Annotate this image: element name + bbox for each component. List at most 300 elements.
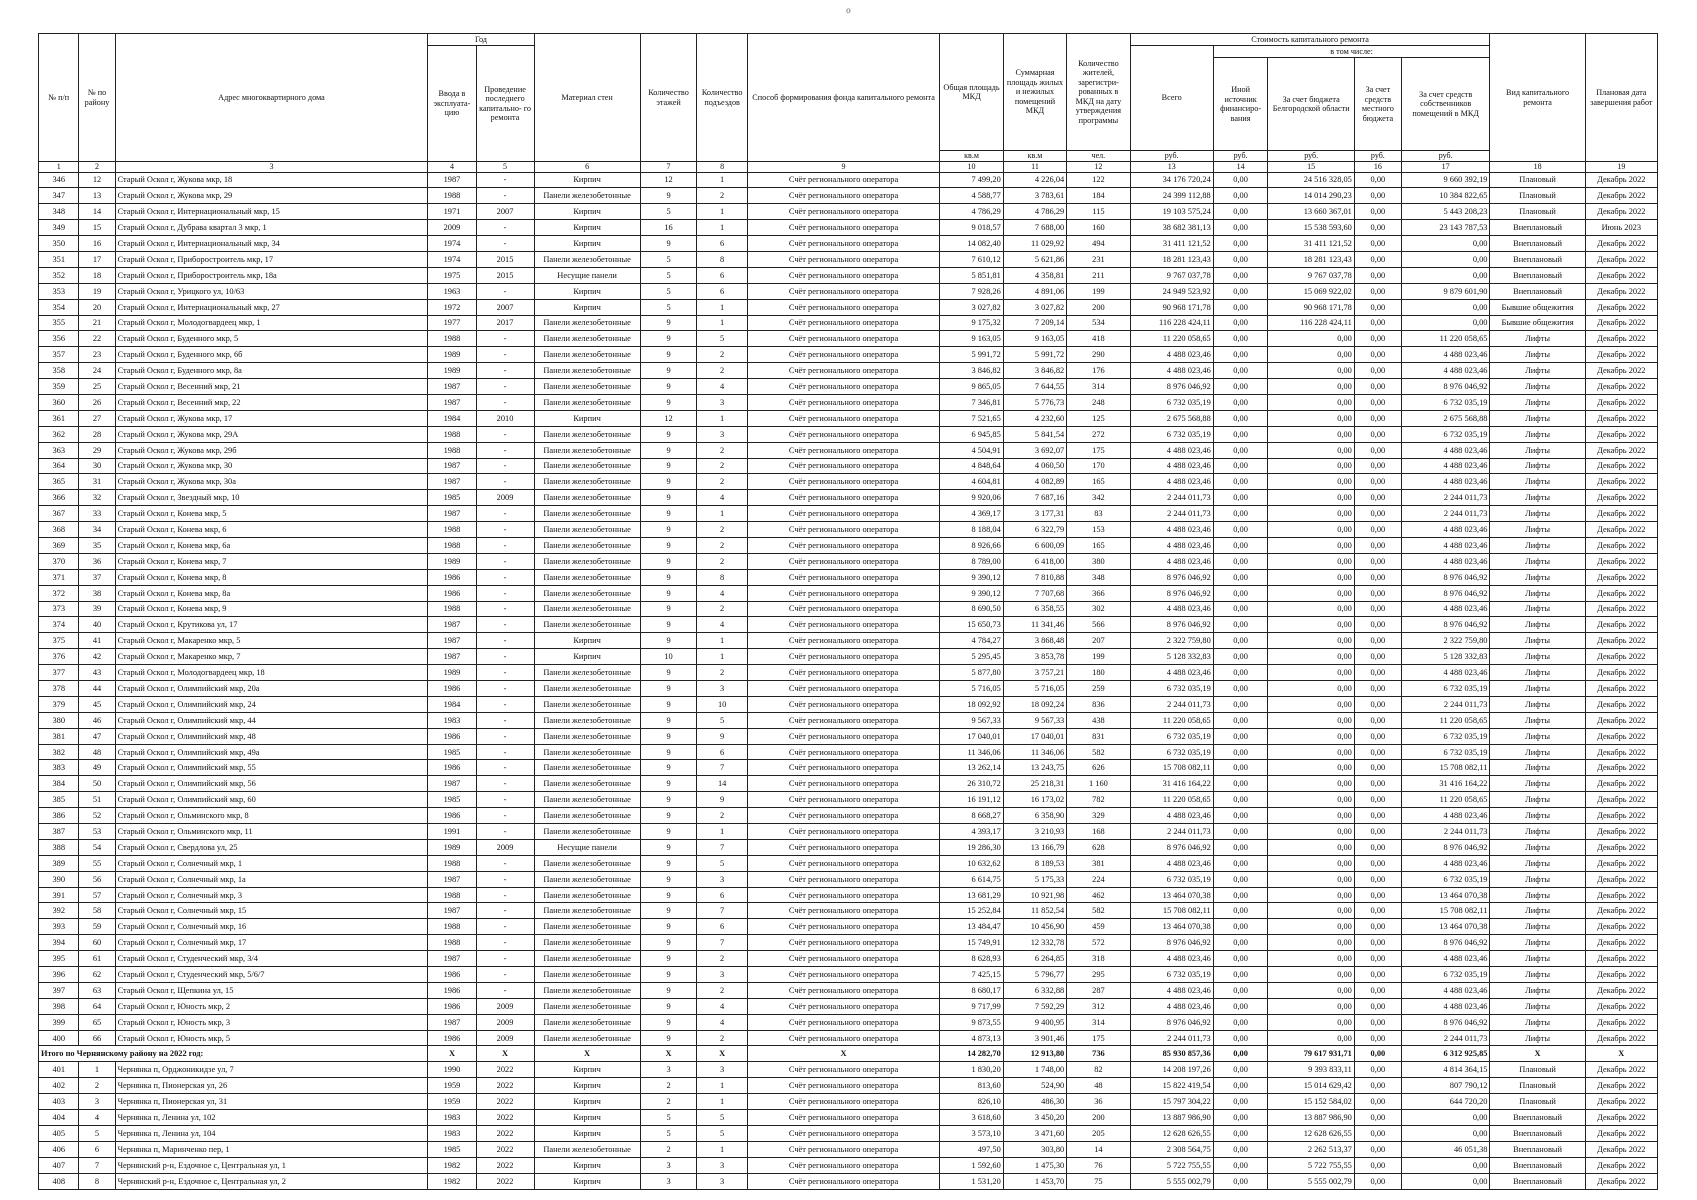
row-entrances: 5 (697, 855, 747, 871)
row-num-district: 53 (79, 824, 115, 840)
row-deadline: Декабрь 2022 (1585, 887, 1657, 903)
row-residents: 180 (1067, 665, 1130, 681)
row-area-total: 8 926,66 (940, 537, 1003, 553)
row-year-built: 1986 (428, 967, 476, 983)
row-cost-owners: 13 464 070,38 (1401, 919, 1490, 935)
row-cost-total: 6 732 035,19 (1130, 681, 1213, 697)
row-repair-type: Лифты (1490, 935, 1585, 951)
row-cost-region: 15 538 593,60 (1268, 220, 1354, 236)
row-area-living: 25 218,31 (1003, 776, 1066, 792)
row-entrances: 5 (697, 331, 747, 347)
row-num: 385 (39, 792, 79, 808)
row-cost-other: 0,00 (1213, 251, 1268, 267)
row-cost-other: 0,00 (1213, 871, 1268, 887)
row-residents: 231 (1067, 251, 1130, 267)
row-entrances: 1 (697, 633, 747, 649)
row-num-district: 46 (79, 712, 115, 728)
row-area-total: 9 390,12 (940, 585, 1003, 601)
row-cost-local: 0,00 (1354, 537, 1401, 553)
row-floors: 3 (640, 1157, 697, 1173)
row-num-district: 35 (79, 537, 115, 553)
row-year-built: 1986 (428, 982, 476, 998)
row-num: 366 (39, 490, 79, 506)
row-year-built: 1988 (428, 935, 476, 951)
row-repair-type: Лифты (1490, 982, 1585, 998)
row-repair-type: Лифты (1490, 998, 1585, 1014)
row-cost-region: 0,00 (1268, 903, 1354, 919)
row-address: Старый Оскол г, Конева мкр, 6а (115, 537, 428, 553)
row-cost-total: 4 488 023,46 (1130, 522, 1213, 538)
table-row (39, 617, 1658, 633)
column-number: 1 (39, 162, 79, 173)
row-address: Старый Оскол г, Свердлова ул, 25 (115, 839, 428, 855)
row-year-built: 1986 (428, 728, 476, 744)
row-year-repair: - (476, 379, 534, 395)
row-year-repair: - (476, 871, 534, 887)
row-year-repair: - (476, 982, 534, 998)
row-area-total: 7 346,81 (940, 394, 1003, 410)
row-repair-type: Лифты (1490, 506, 1585, 522)
row-address: Старый Оскол г, Буденного мкр, 6б (115, 347, 428, 363)
row-cost-owners: 4 488 023,46 (1401, 808, 1490, 824)
row-year-repair: - (476, 601, 534, 617)
row-num: 359 (39, 379, 79, 395)
row-cost-region: 0,00 (1268, 776, 1354, 792)
row-year-repair: - (476, 935, 534, 951)
row-entrances: 1 (697, 649, 747, 665)
row-cost-other: 0,00 (1213, 792, 1268, 808)
row-entrances: 1 (697, 1141, 747, 1157)
row-wall: Панели железобетонные (534, 315, 640, 331)
row-cost-total: 4 488 023,46 (1130, 982, 1213, 998)
row-repair-type: Лифты (1490, 458, 1585, 474)
row-cost-owners: 4 488 023,46 (1401, 553, 1490, 569)
row-wall: Панели железобетонные (534, 998, 640, 1014)
row-cost-other: 0,00 (1213, 458, 1268, 474)
row-cost-region: 15 152 584,02 (1268, 1094, 1354, 1110)
row-year-built: 1988 (428, 919, 476, 935)
header-cost-region: За счет бюджета Белгородской области (1268, 58, 1354, 151)
row-year-built: 1983 (428, 1125, 476, 1141)
row-num-district: 15 (79, 220, 115, 236)
row-repair-type: Лифты (1490, 442, 1585, 458)
row-address: Старый Оскол г, Щепкина ул, 15 (115, 982, 428, 998)
row-cost-owners: 13 464 070,38 (1401, 887, 1490, 903)
row-residents: 272 (1067, 426, 1130, 442)
row-num: 394 (39, 935, 79, 951)
row-cost-owners: 9 879 601,90 (1401, 283, 1490, 299)
row-area-total: 10 632,62 (940, 855, 1003, 871)
row-wall: Панели железобетонные (534, 951, 640, 967)
row-deadline: Декабрь 2022 (1585, 251, 1657, 267)
row-cost-owners: 8 976 046,92 (1401, 617, 1490, 633)
row-cost-total: 4 488 023,46 (1130, 855, 1213, 871)
row-fund: Счёт регионального оператора (747, 744, 940, 760)
row-entrances: 2 (697, 951, 747, 967)
row-deadline: Декабрь 2022 (1585, 426, 1657, 442)
row-cost-local: 0,00 (1354, 1157, 1401, 1173)
row-area-living: 6 264,85 (1003, 951, 1066, 967)
row-repair-type: Лифты (1490, 410, 1585, 426)
row-year-built: 1987 (428, 633, 476, 649)
table-row (39, 951, 1658, 967)
row-address: Старый Оскол г, Жукова мкр, 30 (115, 458, 428, 474)
table-row (39, 871, 1658, 887)
row-floors: 9 (640, 665, 697, 681)
row-num-district: 38 (79, 585, 115, 601)
row-cost-total: 8 976 046,92 (1130, 379, 1213, 395)
row-area-total: 7 499,20 (940, 172, 1003, 188)
total-cell: 14 282,70 (940, 1046, 1003, 1062)
unit-cell: руб. (1130, 151, 1213, 162)
row-cost-owners: 4 488 023,46 (1401, 442, 1490, 458)
row-cost-local: 0,00 (1354, 394, 1401, 410)
row-deadline: Декабрь 2022 (1585, 982, 1657, 998)
row-year-repair: - (476, 903, 534, 919)
row-year-built: 1987 (428, 474, 476, 490)
row-floors: 16 (640, 220, 697, 236)
row-year-repair: - (476, 744, 534, 760)
row-cost-region: 0,00 (1268, 569, 1354, 585)
row-area-living: 1 475,30 (1003, 1157, 1066, 1173)
row-cost-region: 0,00 (1268, 855, 1354, 871)
row-year-repair: - (476, 553, 534, 569)
column-number: 18 (1490, 162, 1585, 173)
row-area-total: 5 851,81 (940, 267, 1003, 283)
row-cost-total: 6 732 035,19 (1130, 744, 1213, 760)
row-address: Старый Оскол г, Конева мкр, 9 (115, 601, 428, 617)
table-row (39, 299, 1658, 315)
row-area-living: 6 358,90 (1003, 808, 1066, 824)
table-row (39, 649, 1658, 665)
row-cost-region: 0,00 (1268, 871, 1354, 887)
row-repair-type: Лифты (1490, 696, 1585, 712)
row-fund: Счёт регионального оператора (747, 617, 940, 633)
row-residents: 75 (1067, 1173, 1130, 1189)
row-year-repair: - (476, 665, 534, 681)
row-cost-region: 0,00 (1268, 951, 1354, 967)
row-entrances: 2 (697, 474, 747, 490)
row-repair-type: Лифты (1490, 951, 1585, 967)
column-number: 7 (640, 162, 697, 173)
row-cost-owners: 8 976 046,92 (1401, 839, 1490, 855)
row-fund: Счёт регионального оператора (747, 251, 940, 267)
row-floors: 9 (640, 506, 697, 522)
row-area-living: 13 166,79 (1003, 839, 1066, 855)
row-area-total: 7 521,65 (940, 410, 1003, 426)
header-cost-local: За счет средств местного бюджета (1354, 58, 1401, 151)
row-num-district: 66 (79, 1030, 115, 1046)
column-numbers-row (39, 162, 1658, 173)
row-residents: 170 (1067, 458, 1130, 474)
row-residents: 199 (1067, 283, 1130, 299)
row-year-built: 1989 (428, 839, 476, 855)
row-address: Чернянка п, Орджоникидзе ул, 7 (115, 1062, 428, 1078)
row-fund: Счёт регионального оператора (747, 982, 940, 998)
header-cost-total: Всего (1130, 46, 1213, 151)
row-fund: Счёт регионального оператора (747, 522, 940, 538)
row-cost-total: 4 488 023,46 (1130, 537, 1213, 553)
row-fund: Счёт регионального оператора (747, 188, 940, 204)
row-wall: Кирпич (534, 204, 640, 220)
row-repair-type: Лифты (1490, 490, 1585, 506)
row-cost-local: 0,00 (1354, 855, 1401, 871)
row-address: Чернянский р-н, Ездочное с, Центральная ул, 1 (115, 1157, 428, 1173)
row-deadline: Декабрь 2022 (1585, 204, 1657, 220)
row-num-district: 63 (79, 982, 115, 998)
row-year-built: 1984 (428, 696, 476, 712)
row-year-built: 1988 (428, 426, 476, 442)
row-year-repair: - (476, 728, 534, 744)
row-wall: Панели железобетонные (534, 537, 640, 553)
row-cost-total: 12 628 626,55 (1130, 1125, 1213, 1141)
row-floors: 9 (640, 839, 697, 855)
row-residents: 1 160 (1067, 776, 1130, 792)
row-year-repair: 2022 (476, 1062, 534, 1078)
row-year-repair: 2022 (476, 1157, 534, 1173)
row-year-built: 1974 (428, 251, 476, 267)
row-cost-owners: 4 814 364,15 (1401, 1062, 1490, 1078)
total-cell: X (747, 1046, 940, 1062)
row-repair-type: Лифты (1490, 649, 1585, 665)
table-row (39, 379, 1658, 395)
row-cost-owners: 4 488 023,46 (1401, 347, 1490, 363)
row-entrances: 3 (697, 967, 747, 983)
row-area-total: 9 567,33 (940, 712, 1003, 728)
row-deadline: Декабрь 2022 (1585, 792, 1657, 808)
table-row (39, 553, 1658, 569)
row-cost-total: 15 708 082,11 (1130, 760, 1213, 776)
row-fund: Счёт регионального оператора (747, 537, 940, 553)
row-cost-owners: 4 488 023,46 (1401, 998, 1490, 1014)
row-cost-local: 0,00 (1354, 1030, 1401, 1046)
row-cost-owners: 4 488 023,46 (1401, 474, 1490, 490)
row-repair-type: Внеплановый (1490, 1125, 1585, 1141)
table-row (39, 855, 1658, 871)
row-repair-type: Лифты (1490, 792, 1585, 808)
row-area-living: 11 346,06 (1003, 744, 1066, 760)
row-area-total: 826,10 (940, 1094, 1003, 1110)
row-repair-type: Лифты (1490, 537, 1585, 553)
row-area-living: 5 716,05 (1003, 681, 1066, 697)
row-wall: Панели железобетонные (534, 1030, 640, 1046)
table-row (39, 426, 1658, 442)
row-area-total: 15 650,73 (940, 617, 1003, 633)
row-residents: 302 (1067, 601, 1130, 617)
row-cost-region: 0,00 (1268, 1030, 1354, 1046)
row-repair-type: Лифты (1490, 919, 1585, 935)
row-address: Чернянка п, Маринченко пер, 1 (115, 1141, 428, 1157)
row-num: 375 (39, 633, 79, 649)
row-fund: Счёт регионального оператора (747, 315, 940, 331)
row-entrances: 3 (697, 681, 747, 697)
row-wall: Панели железобетонные (534, 188, 640, 204)
row-deadline: Декабрь 2022 (1585, 617, 1657, 633)
row-cost-region: 0,00 (1268, 792, 1354, 808)
row-num-district: 33 (79, 506, 115, 522)
row-area-total: 4 588,77 (940, 188, 1003, 204)
row-entrances: 2 (697, 808, 747, 824)
row-cost-total: 38 682 381,13 (1130, 220, 1213, 236)
row-area-living: 3 027,82 (1003, 299, 1066, 315)
row-year-repair: 2009 (476, 839, 534, 855)
row-year-built: 1985 (428, 490, 476, 506)
row-repair-type: Бывшие общежития (1490, 299, 1585, 315)
row-cost-other: 0,00 (1213, 1141, 1268, 1157)
row-cost-total: 2 244 011,73 (1130, 696, 1213, 712)
row-cost-local: 0,00 (1354, 1110, 1401, 1126)
row-num-district: 12 (79, 172, 115, 188)
row-year-repair: - (476, 855, 534, 871)
row-entrances: 9 (697, 792, 747, 808)
row-entrances: 2 (697, 442, 747, 458)
header-year-built: Ввода в эксплуата- цию (428, 46, 476, 162)
row-cost-total: 2 244 011,73 (1130, 824, 1213, 840)
row-cost-other: 0,00 (1213, 1094, 1268, 1110)
row-num: 383 (39, 760, 79, 776)
row-year-built: 1984 (428, 410, 476, 426)
total-cell: 85 930 857,36 (1130, 1046, 1213, 1062)
row-cost-region: 0,00 (1268, 1014, 1354, 1030)
row-cost-owners: 6 732 035,19 (1401, 967, 1490, 983)
row-floors: 9 (640, 696, 697, 712)
table-row (39, 808, 1658, 824)
row-cost-region: 0,00 (1268, 633, 1354, 649)
row-entrances: 2 (697, 188, 747, 204)
row-wall: Панели железобетонные (534, 617, 640, 633)
row-floors: 9 (640, 633, 697, 649)
row-area-living: 7 688,00 (1003, 220, 1066, 236)
table-row (39, 1125, 1658, 1141)
row-area-total: 4 873,13 (940, 1030, 1003, 1046)
row-cost-local: 0,00 (1354, 569, 1401, 585)
row-cost-owners: 0,00 (1401, 236, 1490, 252)
row-cost-total: 5 128 332,83 (1130, 649, 1213, 665)
row-floors: 9 (640, 776, 697, 792)
row-num-district: 5 (79, 1125, 115, 1141)
row-area-living: 12 332,78 (1003, 935, 1066, 951)
table-row (39, 506, 1658, 522)
row-num: 407 (39, 1157, 79, 1173)
row-fund: Счёт регионального оператора (747, 347, 940, 363)
row-num: 356 (39, 331, 79, 347)
row-cost-local: 0,00 (1354, 1094, 1401, 1110)
row-residents: 200 (1067, 299, 1130, 315)
row-wall: Панели железобетонные (534, 824, 640, 840)
table-row (39, 1030, 1658, 1046)
row-repair-type: Внеплановый (1490, 1110, 1585, 1126)
row-num: 354 (39, 299, 79, 315)
row-cost-region: 12 628 626,55 (1268, 1125, 1354, 1141)
row-num-district: 39 (79, 601, 115, 617)
row-num: 369 (39, 537, 79, 553)
row-fund: Счёт регионального оператора (747, 474, 940, 490)
row-cost-total: 13 464 070,38 (1130, 919, 1213, 935)
row-year-built: 1988 (428, 331, 476, 347)
row-entrances: 1 (697, 1078, 747, 1094)
row-area-living: 3 450,20 (1003, 1110, 1066, 1126)
row-cost-local: 0,00 (1354, 347, 1401, 363)
row-cost-total: 8 976 046,92 (1130, 839, 1213, 855)
row-cost-other: 0,00 (1213, 474, 1268, 490)
row-address: Чернянка п, Ленина ул, 104 (115, 1125, 428, 1141)
row-num: 374 (39, 617, 79, 633)
row-floors: 9 (640, 188, 697, 204)
row-cost-local: 0,00 (1354, 935, 1401, 951)
row-residents: 14 (1067, 1141, 1130, 1157)
row-fund: Счёт регионального оператора (747, 1078, 940, 1094)
row-cost-other: 0,00 (1213, 1014, 1268, 1030)
row-address: Старый Оскол г, Конева мкр, 7 (115, 553, 428, 569)
row-area-living: 16 173,02 (1003, 792, 1066, 808)
row-num-district: 48 (79, 744, 115, 760)
row-num: 377 (39, 665, 79, 681)
row-num-district: 57 (79, 887, 115, 903)
total-cell: 736 (1067, 1046, 1130, 1062)
row-residents: 76 (1067, 1157, 1130, 1173)
row-area-total: 497,50 (940, 1141, 1003, 1157)
row-fund: Счёт регионального оператора (747, 601, 940, 617)
capital-repair-table (38, 33, 1658, 1190)
row-cost-owners: 0,00 (1401, 299, 1490, 315)
row-cost-total: 6 732 035,19 (1130, 426, 1213, 442)
row-address: Чернянка п, Ленина ул, 102 (115, 1110, 428, 1126)
row-entrances: 8 (697, 569, 747, 585)
row-floors: 9 (640, 903, 697, 919)
row-num-district: 34 (79, 522, 115, 538)
row-area-living: 11 341,46 (1003, 617, 1066, 633)
row-area-total: 11 346,06 (940, 744, 1003, 760)
row-year-built: 1987 (428, 951, 476, 967)
row-residents: 165 (1067, 474, 1130, 490)
row-residents: 381 (1067, 855, 1130, 871)
row-wall: Панели железобетонные (534, 426, 640, 442)
row-area-total: 8 789,00 (940, 553, 1003, 569)
row-cost-other: 0,00 (1213, 1030, 1268, 1046)
column-number: 12 (1067, 162, 1130, 173)
row-cost-other: 0,00 (1213, 204, 1268, 220)
table-row (39, 585, 1658, 601)
row-residents: 160 (1067, 220, 1130, 236)
row-year-built: 1986 (428, 681, 476, 697)
row-year-built: 1982 (428, 1173, 476, 1189)
row-cost-other: 0,00 (1213, 617, 1268, 633)
row-cost-total: 14 208 197,26 (1130, 1062, 1213, 1078)
row-cost-owners: 8 976 046,92 (1401, 585, 1490, 601)
row-fund: Счёт регионального оператора (747, 394, 940, 410)
row-cost-region: 0,00 (1268, 426, 1354, 442)
row-address: Старый Оскол г, Жукова мкр, 17 (115, 410, 428, 426)
row-cost-local: 0,00 (1354, 871, 1401, 887)
row-entrances: 3 (697, 1157, 747, 1173)
unit-cell: кв.м (940, 151, 1003, 162)
row-area-living: 3 901,46 (1003, 1030, 1066, 1046)
row-fund: Счёт регионального оператора (747, 776, 940, 792)
row-num: 351 (39, 251, 79, 267)
row-num-district: 65 (79, 1014, 115, 1030)
row-num: 395 (39, 951, 79, 967)
table-row (39, 251, 1658, 267)
row-residents: 462 (1067, 887, 1130, 903)
row-deadline: Декабрь 2022 (1585, 744, 1657, 760)
row-fund: Счёт регионального оператора (747, 442, 940, 458)
row-num-district: 31 (79, 474, 115, 490)
row-cost-owners: 9 660 392,19 (1401, 172, 1490, 188)
row-entrances: 3 (697, 426, 747, 442)
row-num-district: 25 (79, 379, 115, 395)
row-cost-owners: 8 976 046,92 (1401, 1014, 1490, 1030)
row-residents: 175 (1067, 1030, 1130, 1046)
